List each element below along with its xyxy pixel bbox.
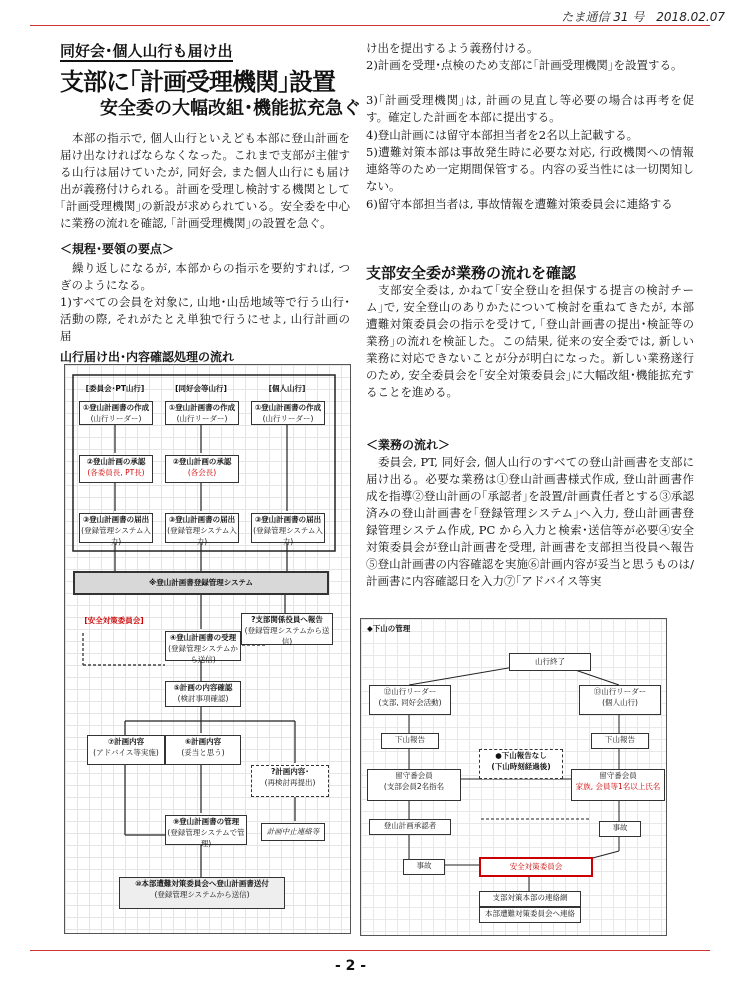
- stay-member-branch: 留守番会員 (支部会員2名指名: [367, 769, 461, 801]
- accident-branch: 事故: [403, 859, 445, 875]
- rule-5: 5)遭難対策本部は事故発生時に必要な対応, 行政機関への情報連絡等のため一定期間保管する。内容の妥当性には一切関知しない。: [366, 145, 694, 193]
- step6-appropriate: ⑥計画内容 (妥当と思う): [165, 735, 241, 765]
- figure1-title: 山行届け出･内容確認処理の流れ: [60, 350, 235, 364]
- descent-report-branch: 下山報告: [381, 733, 439, 749]
- branch-hq-network: 支部対策本部の連絡網: [479, 891, 581, 907]
- report-officers: ?支部関係役員へ報告 (登録管理システムから送信): [241, 613, 333, 645]
- rules-intro: 繰り返しになるが, 本部からの指示を要約すれば, つぎのようになる。: [60, 261, 350, 292]
- header-rule: [30, 25, 710, 26]
- rule-1a: 1)すべての会員を対象に, 山地･山岳地域等で行う山行･活動の際, それがたとえ単独で行うにせよ, 山行計画の届: [60, 295, 350, 343]
- step1-committee: ①登山計画書の作成 (山行リーダー): [79, 401, 153, 425]
- step5-review: ⑤計画の内容確認 (検討事項確認): [165, 681, 241, 707]
- rule-3: 3)｢計画受理機関｣は, 計画の見直し等必要の場合は再考を促す。確定した計画を本部に提出する。: [366, 93, 694, 124]
- column-header-club: [同好会等山行]: [175, 384, 227, 393]
- hike-end: 山行終了: [509, 653, 591, 671]
- article-title: 支部に｢計画受理機関｣設置: [60, 68, 335, 96]
- no-descent-report: ●下山報告なし (下山時刻経過後): [479, 749, 563, 779]
- step3-committee: ③登山計画書の届出 (登録管理システム入力): [79, 513, 153, 543]
- leader-individual: ⑬山行リーダー (個人山行): [579, 685, 661, 715]
- column-header-individual: [個人山行]: [268, 384, 306, 393]
- rule-1b: け出を提出するよう義務付ける。: [366, 41, 539, 55]
- step3-club: ③登山計画書の届出 (登録管理システム入力): [165, 513, 239, 543]
- article2-title: 支部安全委が業務の流れを確認: [366, 264, 577, 282]
- column-header-committee: [委員会･PT山行]: [85, 384, 145, 393]
- article2-paragraph2: 委員会, PT, 同好会, 個人山行のすべての登山計画書を支部に届け出る。必要な業務は①登山計画書様式作成, 登山計画書作成を指導②登山計画の｢承認者｣を設置/計画責任者とする③承認済みの登山計画書を｢登録管理システム｣へ入力, 登山計画書登録管理システム作成, PC から入力と検索･送信等が必要④安全対策委員会が登山計画書を受理, 計画書を支部担当役員へ報告⑤登山計画書の内容確認を実施⑥計画内容が妥当と思うものは/計画書に内容確認日を入力⑦｢アドバイス等実: [366, 455, 694, 588]
- step1-individual: ①登山計画書の作成 (山行リーダー): [251, 401, 325, 425]
- safety-committee-label: [安全対策委員会]: [84, 616, 144, 625]
- article2-paragraph1: 支部安全委は, かねて｢安全登山を担保する提言の検討チーム｣で, 安全登山のありかたについて検討を重ねてきたが, 本部遭難対策委員会の指示を受けて, ｢登山計画書の提出･検証等の業務｣の流れを検証した。この結果, 従来の安全委では, 新しい業務に対応できないことが分が明白になった。新しい業務遂行のため, 安全委員会を｢安全対策委員会｣に大幅改組･機能拡充することを進める。: [366, 283, 694, 399]
- rules-heading: ＜規程･要領の要点＞: [60, 242, 175, 256]
- step2-committee: ②登山計画の承認 (各委員長, PT長): [79, 455, 153, 483]
- rule-2: 2)計画を受理･点検のため支部に｢計画受理機関｣を設置する。: [366, 58, 683, 72]
- figure2-descent-management: [360, 618, 667, 936]
- accident-individual: 事故: [599, 821, 641, 837]
- cancel-notice: 計画中止連絡等: [261, 823, 325, 841]
- registration-system: ※登山計画書登録管理システム: [73, 571, 329, 595]
- stay-member-individual: 留守番会員 家族, 会員等1名以上氏名: [571, 769, 665, 801]
- figure2-title: ◆下山の管理: [367, 624, 411, 633]
- step2-club: ②登山計画の承認 (各会長): [165, 455, 239, 483]
- rule-4: 4)登山計画には留守本部担当者を2名以上記載する。: [366, 128, 639, 142]
- lead-paragraph: 本部の指示で, 個人山行といえども本部に登山計画を届け出なければならなくなった。これまで支部が主催する山行は届けていたが, 同好会, また個人山行にも届け出が義務付けられる。計画を受理し検討する機関として｢計画受理機関｣の新設が求められている。安全委を中心に業務の流れを確認, ｢計画受理機関｣の設置を急ぐ。: [60, 131, 350, 230]
- step7-advice: ⑦計画内容 (アドバイス等実施): [87, 735, 165, 765]
- figure1-flowchart: [64, 364, 351, 934]
- issue-header: たま通信 31 号 2018.02.07: [561, 10, 725, 24]
- rule-6: 6)留守本部担当者は, 事故情報を遭難対策委員会に連絡する: [366, 197, 673, 211]
- leader-branch: ⑫山行リーダー (支部, 同好会活動): [369, 685, 451, 715]
- step10-send: ⑩本部遭難対策委員会へ登山計画書送付 (登録管理システムから送信): [119, 877, 285, 909]
- workflow-heading: ＜業務の流れ＞: [366, 438, 451, 452]
- descent-report-individual: 下山報告: [591, 733, 649, 749]
- article-kicker: 同好会･個人山行も届け出: [60, 42, 233, 60]
- plan-approver: 登山計画承認者: [369, 819, 451, 835]
- resubmit-plan: ?計画内容･ (再検討再提出): [251, 765, 329, 797]
- step9-manage: ⑨登山計画書の管理 (登録管理システムで管理): [165, 815, 247, 845]
- footer-rule: [30, 950, 710, 951]
- hq-rescue-committee: 本部遭難対策委員会へ連絡: [479, 907, 581, 923]
- step1-club: ①登山計画書の作成 (山行リーダー): [165, 401, 239, 425]
- step3-individual: ③登山計画書の届出 (登録管理システム入力): [251, 513, 325, 543]
- article-subtitle: 安全委の大幅改組･機能拡充急ぐ: [100, 98, 361, 119]
- page-number: - 2 -: [335, 958, 367, 974]
- safety-committee: 安全対策委員会: [479, 857, 593, 877]
- step4-receive: ④登山計画書の受理 (登録管理システムから送信): [165, 631, 241, 661]
